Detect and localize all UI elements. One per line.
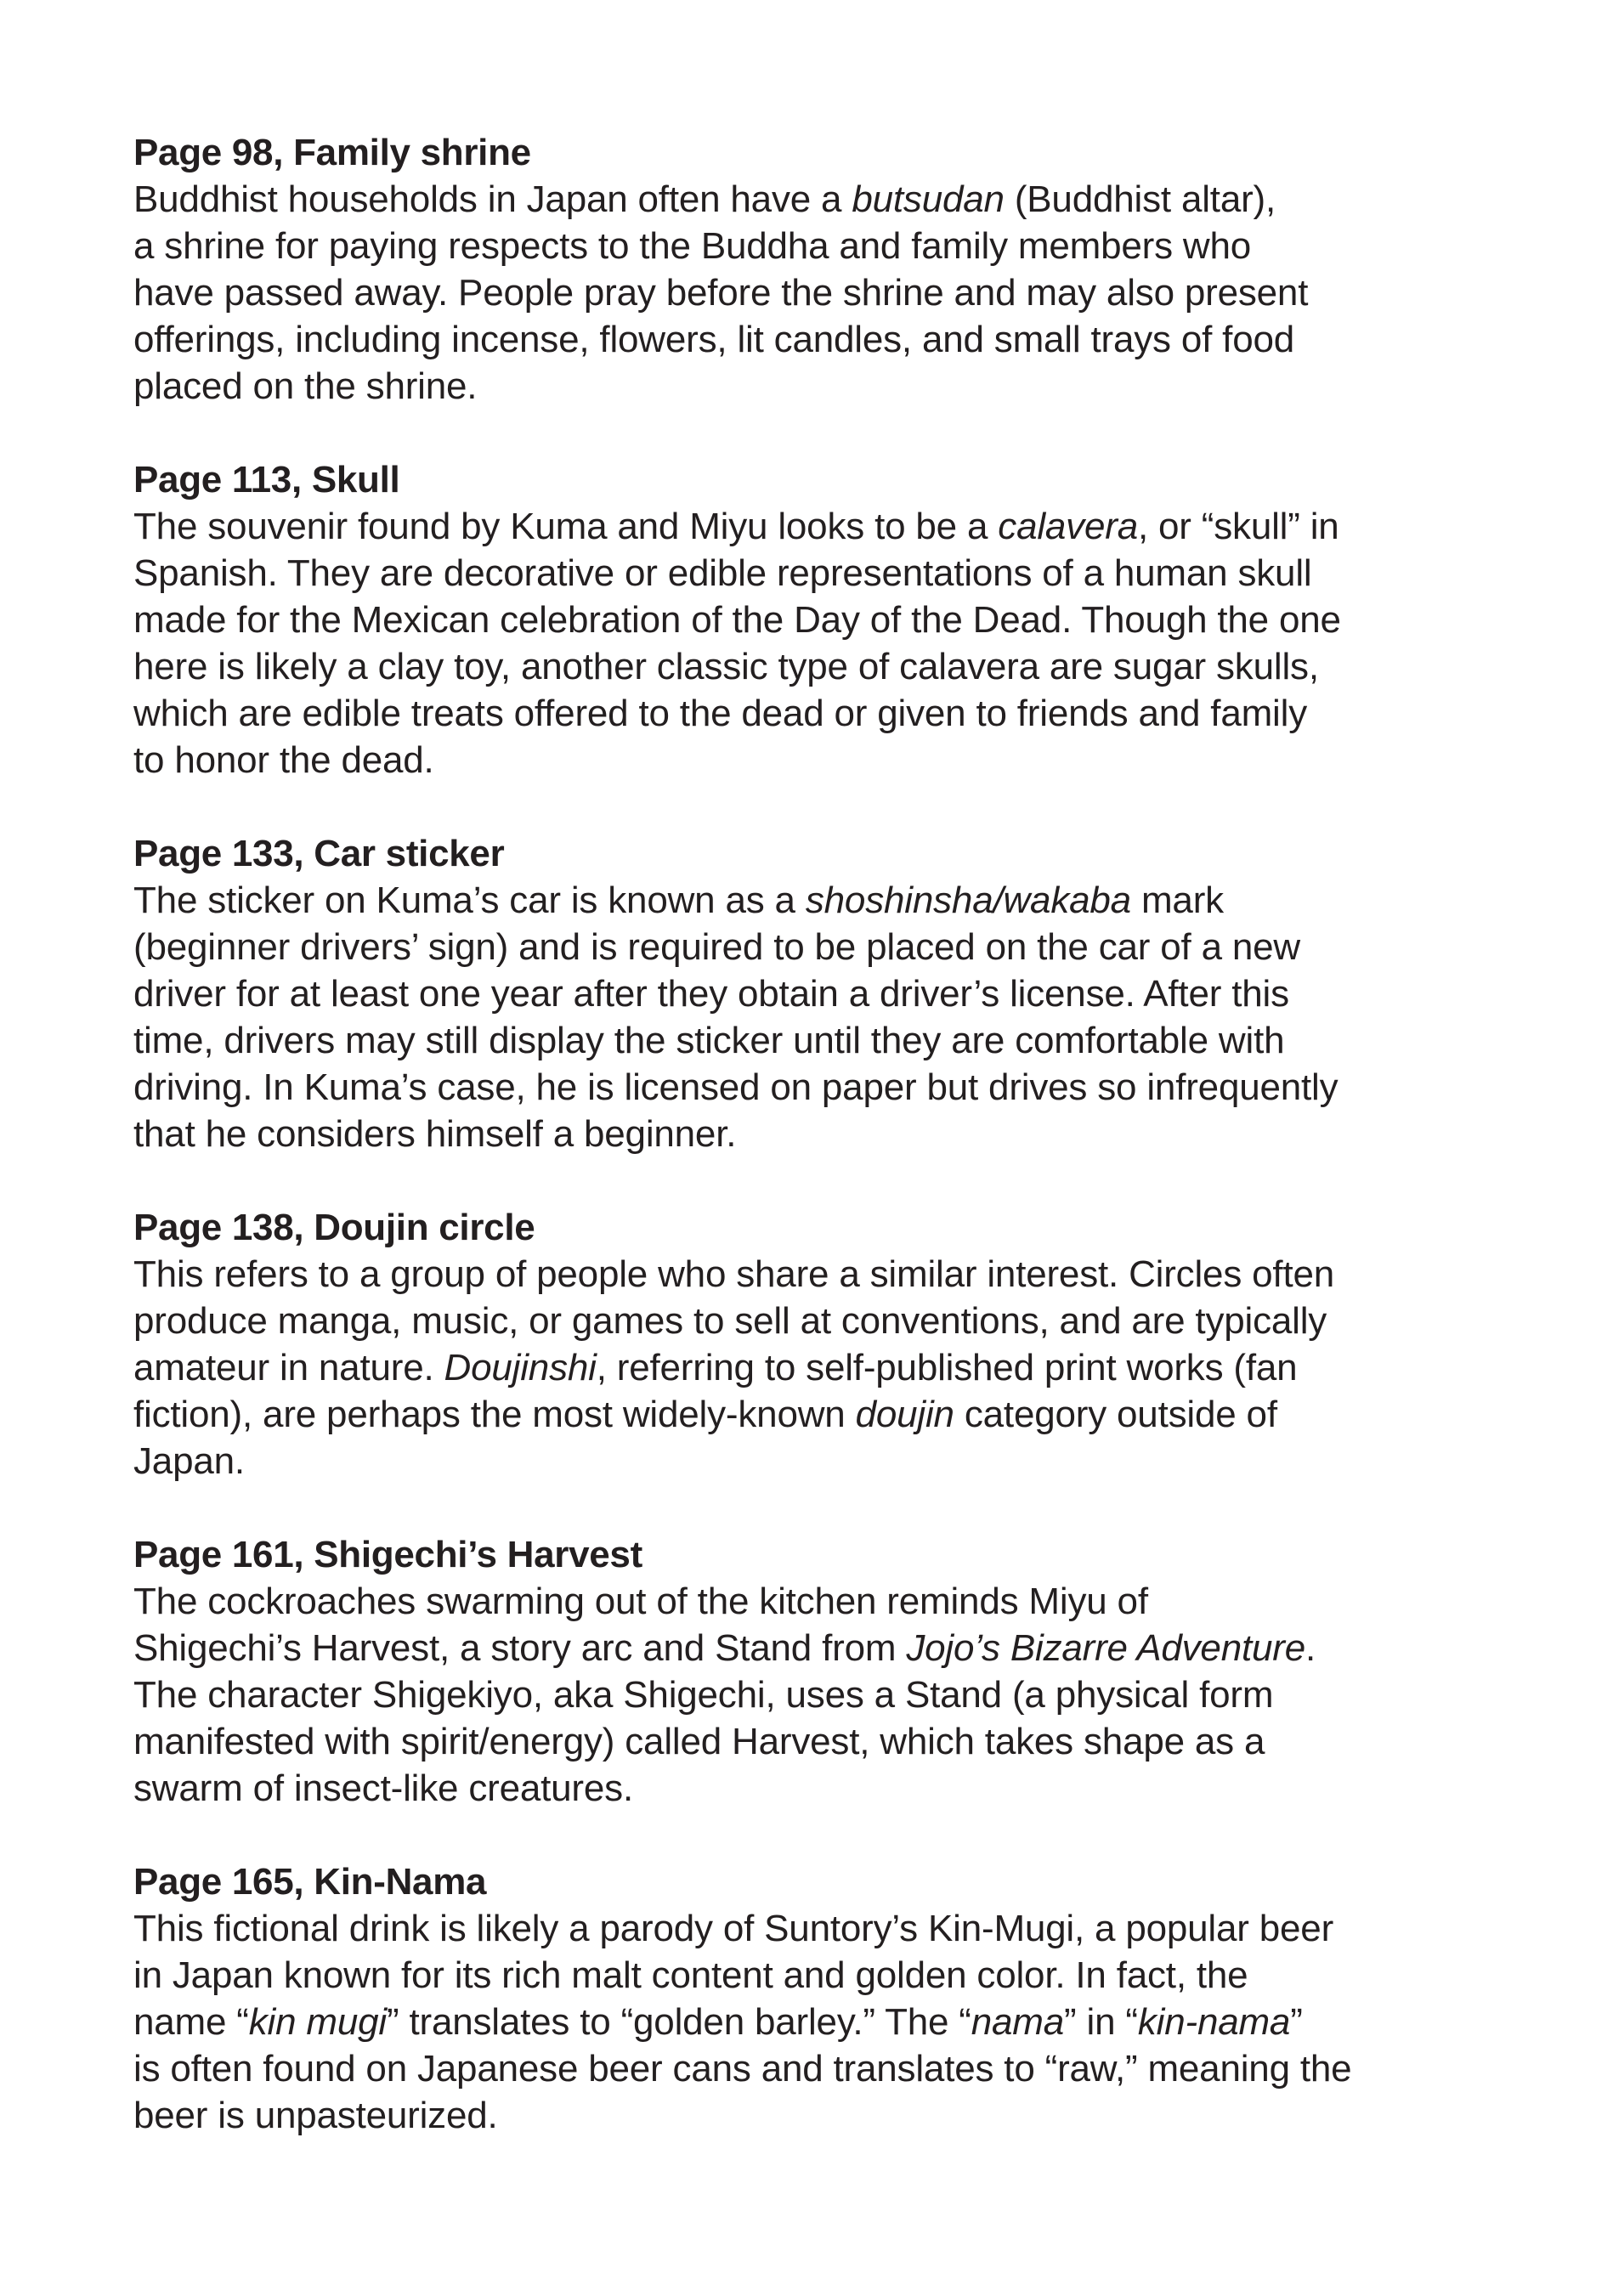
note-body-line: The souvenir found by Kuma and Miyu looks to be a calavera, or “skull” in <box>133 506 1339 547</box>
note-body-line: driving. In Kuma’s case, he is licensed on paper but drives so infrequently <box>133 1066 1339 1108</box>
note-body-line: a shrine for paying respects to the Buddha and family members who <box>133 225 1252 267</box>
italic-term: doujin <box>855 1394 954 1435</box>
italic-term: Jojo’s Bizarre Adventure <box>906 1627 1305 1669</box>
note-body-line: made for the Mexican celebration of the Day of the Dead. Though the one <box>133 599 1341 641</box>
note-body-line: manifested with spirit/energy) called Harvest, which takes shape as a <box>133 1721 1265 1762</box>
note-body-line: Spanish. They are decorative or edible representations of a human skull <box>133 552 1312 594</box>
note-body-line: which are edible treats offered to the dead or given to friends and family <box>133 693 1307 734</box>
note-section <box>133 1858 1493 2139</box>
note-section <box>133 1531 1493 1812</box>
note-body-line: here is likely a clay toy, another classic type of calavera are sugar skulls, <box>133 646 1319 687</box>
note-body-line: amateur in nature. Doujinshi, referring to self-published print works (fan <box>133 1347 1298 1388</box>
note-body-line: fiction), are perhaps the most widely-known doujin category outside of <box>133 1394 1277 1435</box>
note-body-line: beer is unpasteurized. <box>133 2095 498 2136</box>
note-heading: Page 161, Shigechi’s Harvest <box>133 1534 642 1575</box>
italic-term: calavera <box>998 506 1138 547</box>
italic-term: Doujinshi <box>444 1347 597 1388</box>
note-section <box>133 456 1493 783</box>
note-body-line: The sticker on Kuma’s car is known as a shoshinsha/wakaba mark <box>133 879 1224 921</box>
note-body-line: offerings, including incense, flowers, lit candles, and small trays of food <box>133 319 1295 360</box>
note-body-line: This fictional drink is likely a parody of Suntory’s Kin-Mugi, a popular beer <box>133 1908 1334 1949</box>
note-section <box>133 1204 1493 1484</box>
note-body-line: name “kin mugi” translates to “golden barley.” The “nama” in “kin-nama” <box>133 2001 1303 2043</box>
notes-list <box>133 129 1493 2186</box>
note-body-line: Shigechi’s Harvest, a story arc and Stand from Jojo’s Bizarre Adventure. <box>133 1627 1316 1669</box>
italic-term: butsudan <box>852 178 1005 220</box>
note-body-line: in Japan known for its rich malt content and golden color. In fact, the <box>133 1954 1248 1996</box>
note-heading: Page 98, Family shrine <box>133 132 531 173</box>
note-body-line: produce manga, music, or games to sell at conventions, and are typically <box>133 1300 1327 1342</box>
note-heading: Page 113, Skull <box>133 459 400 500</box>
note-heading: Page 138, Doujin circle <box>133 1207 535 1248</box>
italic-term: shoshinsha/wakaba <box>805 879 1131 921</box>
note-body-line: time, drivers may still display the sticker until they are comfortable with <box>133 1020 1285 1061</box>
italic-term: kin mugi <box>248 2001 387 2043</box>
note-body-line: is often found on Japanese beer cans and translates to “raw,” meaning the <box>133 2048 1352 2090</box>
note-section <box>133 129 1493 410</box>
note-body-line: to honor the dead. <box>133 739 434 781</box>
note-section <box>133 830 1493 1157</box>
note-body-line: have passed away. People pray before the shrine and may also present <box>133 272 1309 314</box>
note-body-line: Buddhist households in Japan often have a butsudan (Buddhist altar), <box>133 178 1276 220</box>
note-body-line: that he considers himself a beginner. <box>133 1113 737 1155</box>
note-body-line: The cockroaches swarming out of the kitchen reminds Miyu of <box>133 1581 1148 1622</box>
note-body-line: (beginner drivers’ sign) and is required to be placed on the car of a new <box>133 926 1301 968</box>
note-body-line: Japan. <box>133 1440 245 1482</box>
note-heading: Page 165, Kin-Nama <box>133 1861 487 1903</box>
note-body-line: The character Shigekiyo, aka Shigechi, uses a Stand (a physical form <box>133 1674 1274 1716</box>
note-body-line: driver for at least one year after they obtain a driver’s license. After this <box>133 973 1289 1015</box>
note-body-line: placed on the shrine. <box>133 365 478 407</box>
italic-term: kin-nama <box>1137 2001 1291 2043</box>
italic-term: nama <box>971 2001 1065 2043</box>
note-body-line: This refers to a group of people who share a similar interest. Circles often <box>133 1253 1335 1295</box>
note-body-line: swarm of insect-like creatures. <box>133 1767 633 1809</box>
note-heading: Page 133, Car sticker <box>133 833 505 874</box>
